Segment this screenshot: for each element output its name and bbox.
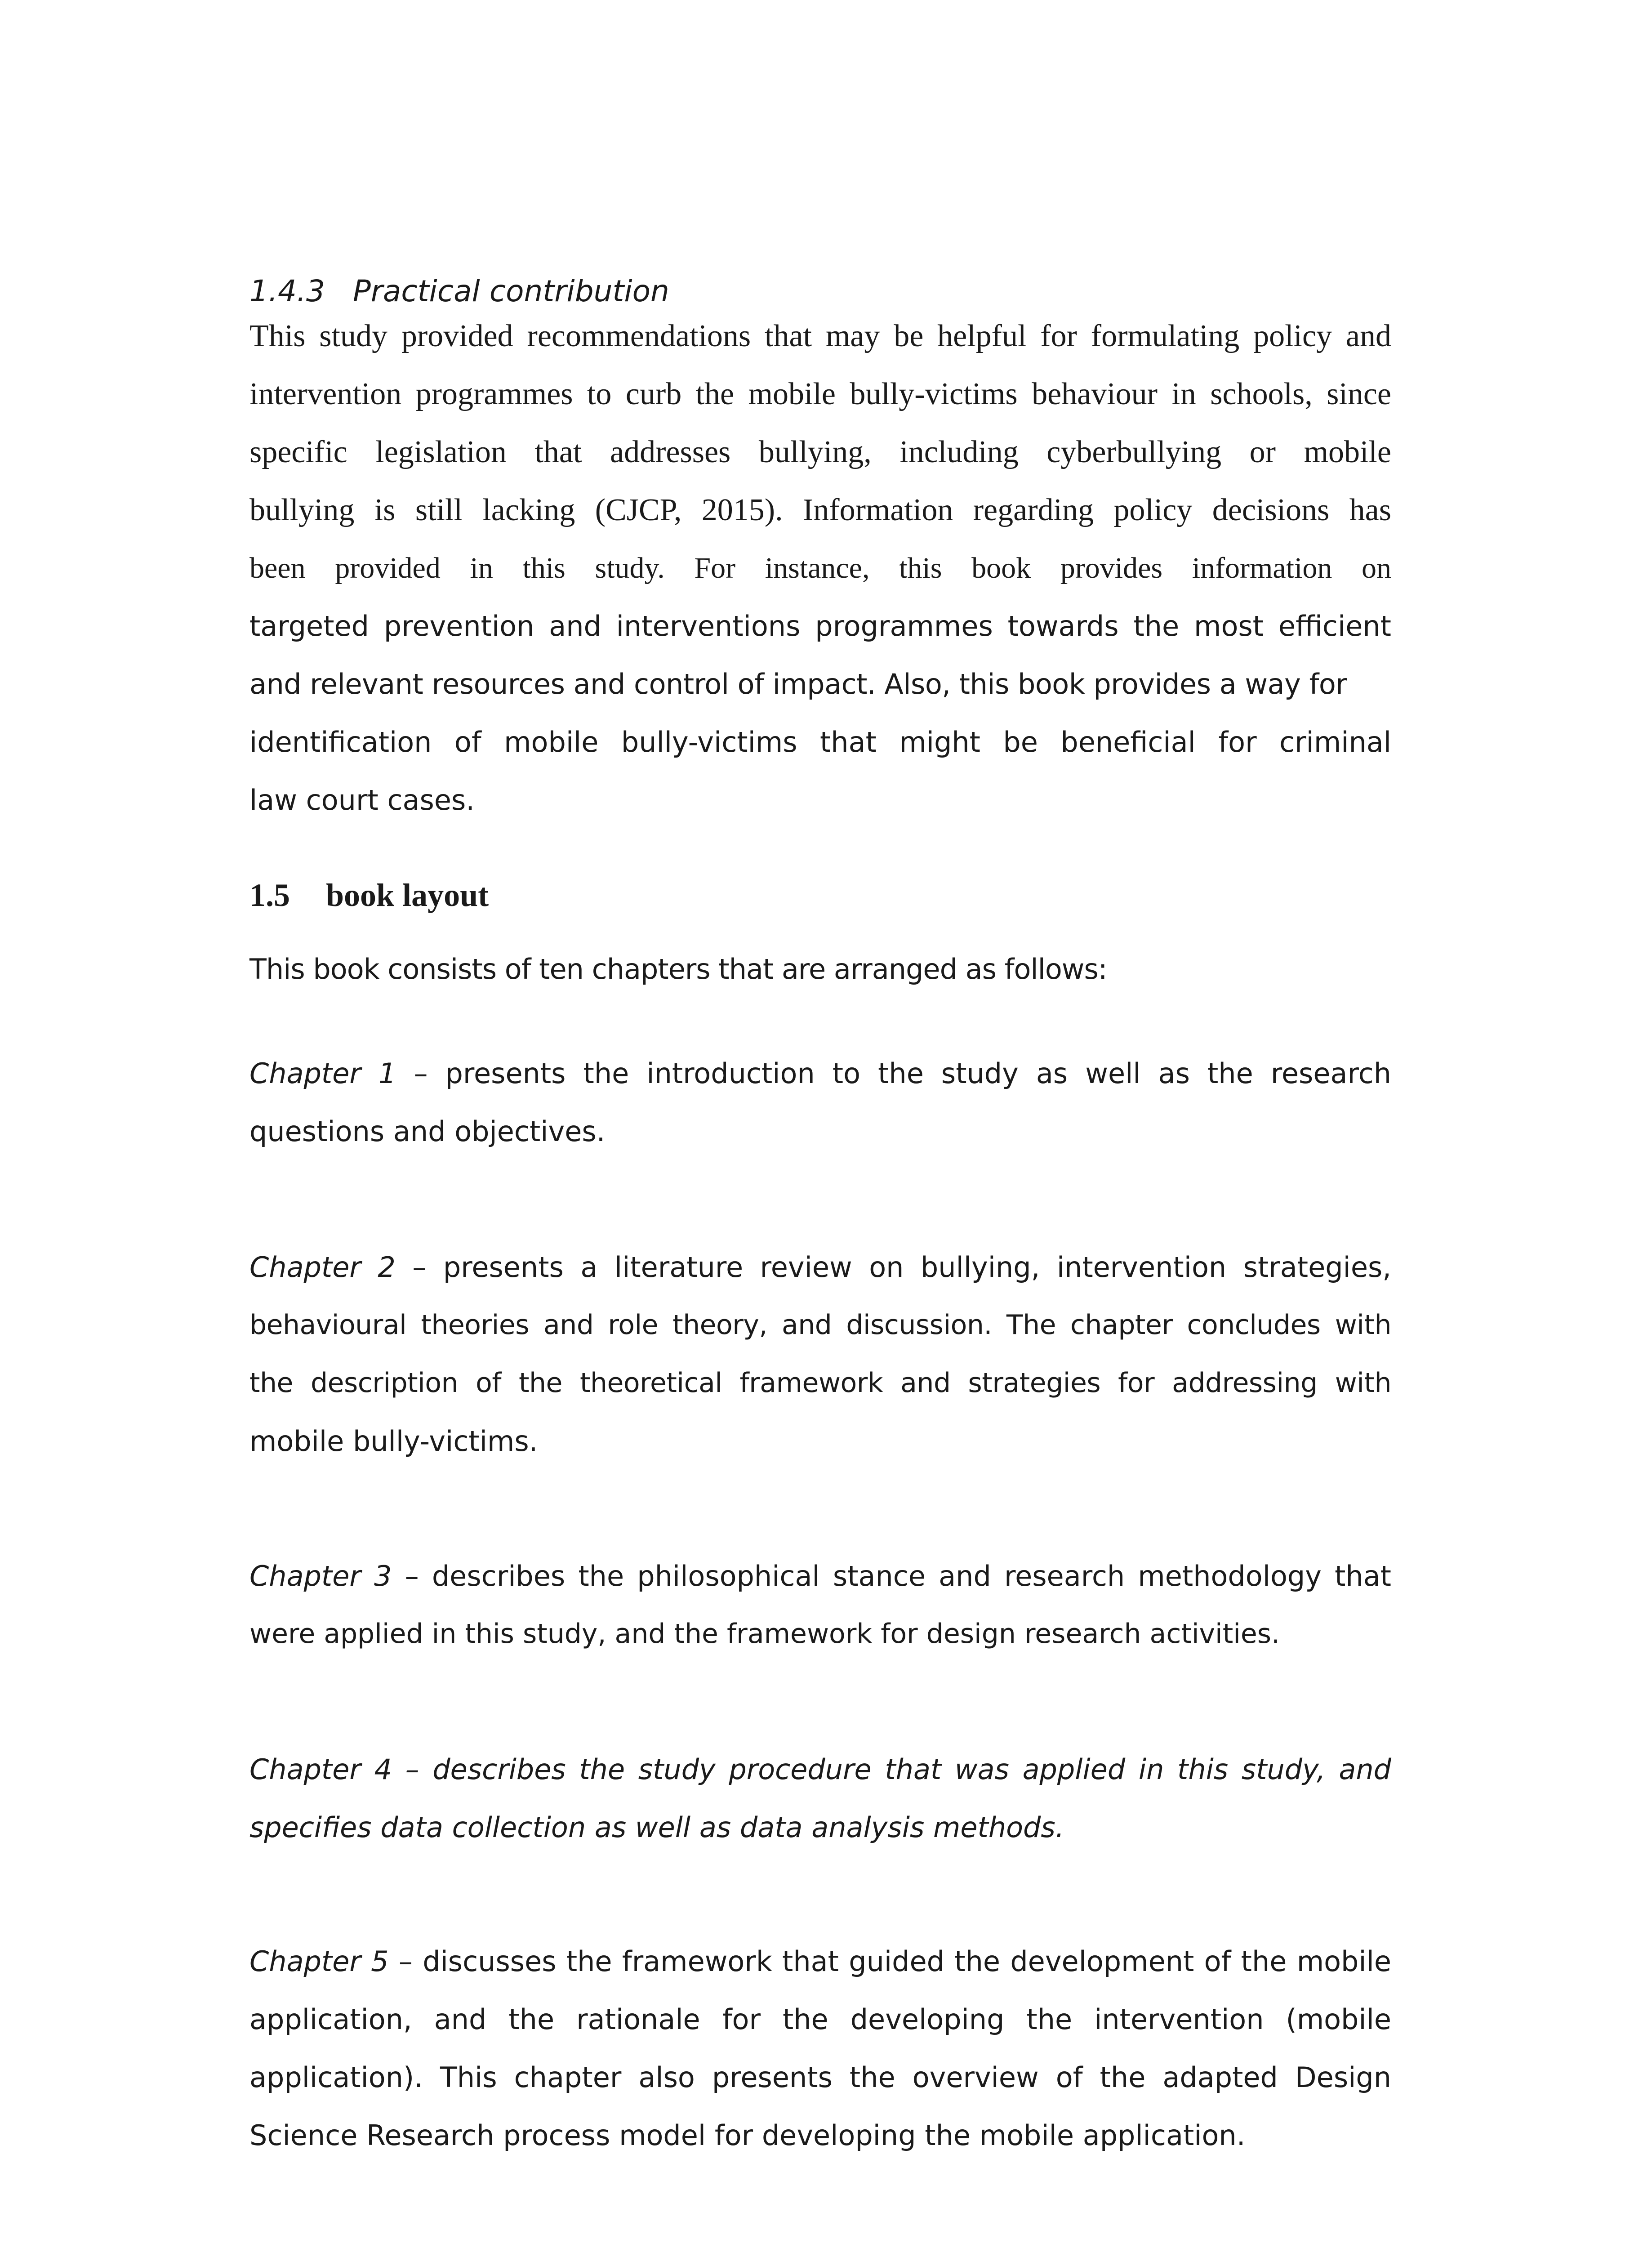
- paragraph-line: been provided in this study. For instance, this book provides information on: [249, 552, 1391, 584]
- chapter-entry: [249, 1547, 1391, 1663]
- paragraph-line: bullying is still lacking (CJCP, 2015). Information regarding policy decisions has: [249, 493, 1391, 527]
- layout-intro: This book consists of ten chapters that are arranged as follows:: [249, 953, 1107, 986]
- chapter-description-line: application). This chapter also presents the overview of the adapted Design: [249, 2061, 1391, 2094]
- chapter-label: Chapter 2: [249, 1251, 396, 1284]
- paragraph-line: intervention programmes to curb the mobile bully-victims behaviour in schools, since: [249, 377, 1391, 411]
- chapter-description-line: Science Research process model for developing the mobile application.: [249, 2119, 1246, 2152]
- chapter-description-line: application, and the rationale for the developing the intervention (mobile: [249, 2003, 1391, 2036]
- chapter-label: Chapter 3: [249, 1560, 392, 1592]
- chapter-entry: [249, 1740, 1391, 1856]
- chapter-description-line: were applied in this study, and the framework for design research activities.: [249, 1618, 1280, 1650]
- chapter-description-line: – describes the study procedure that was applied in this study, and: [405, 1753, 1391, 1786]
- chapter-description-line: – presents a literature review on bullying, intervention strategies,: [412, 1251, 1391, 1284]
- paragraph-line: law court cases.: [249, 784, 475, 816]
- paragraph-line: identification of mobile bully-victims that might be beneficial for criminal: [249, 726, 1391, 758]
- subsection-number: 1.4.3: [249, 274, 325, 308]
- paragraph-line: specific legislation that addresses bullying, including cyberbullying or mobile: [249, 435, 1391, 469]
- section-heading: [249, 877, 489, 914]
- chapter-entry: [249, 1238, 1391, 1470]
- chapter-label: Chapter 4: [249, 1753, 392, 1786]
- chapter-description-line: – describes the philosophical stance and research methodology that: [405, 1560, 1391, 1592]
- chapter-description-line: – discusses the framework that guided the development of the mobile: [398, 1945, 1391, 1978]
- chapter-description-line: – presents the introduction to the study as well as the research: [414, 1057, 1391, 1090]
- chapter-description-line: behavioural theories and role theory, and discussion. The chapter concludes with: [249, 1309, 1391, 1341]
- practical-contribution-paragraph: [249, 307, 1391, 829]
- subsection-title: Practical contribution: [352, 274, 669, 308]
- paragraph-line: This study provided recommendations that may be helpful for formulating policy and: [249, 319, 1391, 353]
- section-number: 1.5: [249, 877, 290, 913]
- page-content: [249, 264, 1391, 2152]
- chapter-label: Chapter 5: [249, 1945, 389, 1978]
- chapter-description-line: the description of the theoretical framework and strategies for addressing with: [249, 1367, 1391, 1399]
- paragraph-line: and relevant resources and control of impact. Also, this book provides a way for: [249, 668, 1347, 700]
- section-title: book layout: [326, 877, 489, 913]
- chapter-label: Chapter 1: [249, 1057, 396, 1090]
- chapter-entry: [249, 1932, 1391, 2164]
- chapter-description-line: mobile bully-victims.: [249, 1425, 538, 1458]
- chapter-description-line: questions and objectives.: [249, 1115, 606, 1148]
- chapter-description-line: specifies data collection as well as data analysis methods.: [249, 1811, 1064, 1844]
- chapter-entry: [249, 1044, 1391, 1160]
- paragraph-line: targeted prevention and interventions programmes towards the most efficient: [249, 610, 1391, 642]
